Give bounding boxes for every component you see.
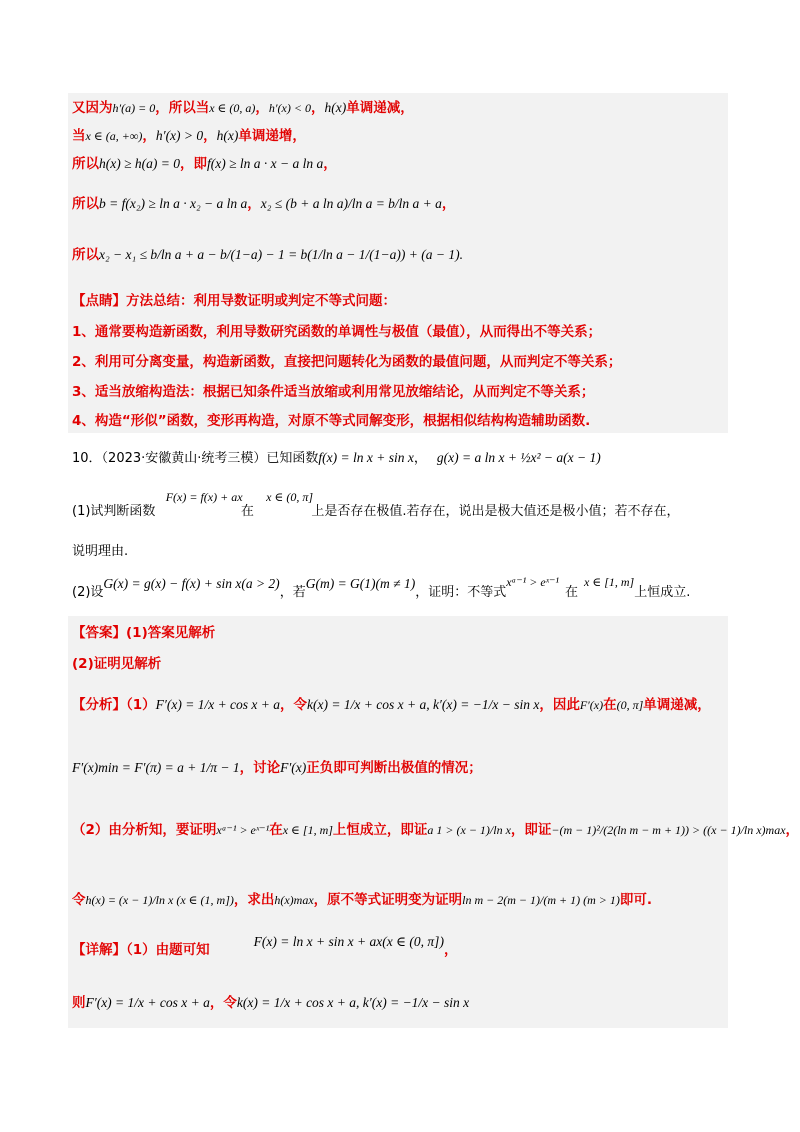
solution-line-2: 当x ∈ (a, +∞)，h′(x) > 0，h(x)单调递增， [72,128,306,144]
answer-line-2: (2)证明见解析 [72,656,162,672]
tip-item-3: 3、适当放缩构造法：根据已知条件适当放缩或利用常见放缩结论，从而判定不等关系； [72,384,595,400]
analysis-line-1: 【分析】（1）F′(x) = 1/x + cos x + a，令k(x) = 1/x + cos x + a, k′(x) = −1/x − sin x，因此F′(x)在(0, π]单调递减， [72,697,711,713]
solution-line-4: 所以b = f(x₂) ≥ ln a · x₂ − a ln a，x₂ ≤ (b + a ln a)/ln a = b/ln a + a， [72,196,456,212]
tip-title: 【点睛】方法总结：利用导数证明或判定不等式问题： [72,293,396,309]
question-part-1: (1)试判断函数 F(x) = f(x) + ax 在 x ∈ (0, π] 上是否存在极值.若存在，说出是极大值还是极小值；若不存在， [72,490,680,519]
detail-line-2: 则F′(x) = 1/x + cos x + a，令k(x) = 1/x + cos x + a, k′(x) = −1/x − sin x [72,995,470,1011]
analysis-line-3: （2）由分析知，要证明xᵃ⁻¹ > eˣ⁻¹在x ∈ [1, m]上恒成立，即证a 1 > (x − 1)/ln x，即证−(m − 1)²/(2(ln m − m + 1)) > ((x − 1)/ln x)max， [72,822,800,838]
tip-item-4: 4、构造“形似”函数，变形再构造，对原不等式同解变形，根据相似结构构造辅助函数. [72,413,591,429]
analysis-line-2: F′(x)min = F′(π) = a + 1/π − 1，讨论F′(x)正负即可判断出极值的情况； [72,760,482,776]
solution-line-3: 所以h(x) ≥ h(a) = 0，即f(x) ≥ ln a · x − a ln a， [72,156,337,172]
analysis-line-4: 令h(x) = (x − 1)/ln x (x ∈ (1, m])，求出h(x)max，原不等式证明变为证明ln m − 2(m − 1)/(m + 1) (m > 1)即可. [72,892,653,908]
question-part-1-cont: 说明理由. [72,544,129,559]
solution-line-1: 又因为h′(a) = 0，所以当x ∈ (0, a)，h′(x) < 0，h(x)单调递减， [72,100,414,116]
tip-item-2: 2、利用可分离变量，构造新函数，直接把问题转化为函数的最值问题，从而判定不等关系； [72,354,622,370]
tip-item-1: 1、通常要构造新函数，利用导数研究函数的单调性与极值（最值），从而得出不等关系； [72,324,602,340]
answer-line-1: 【答案】(1)答案见解析 [72,625,216,641]
question-header: 10．（2023·安徽黄山·统考三模）已知函数f(x) = ln x + sin x， g(x) = a ln x + ½x² − a(x − 1) [72,450,601,466]
detail-line-1: 【详解】（1）由题可知F(x) = ln x + sin x + ax(x ∈ (0, π])， [72,934,458,958]
solution-line-5: 所以x₂ − x₁ ≤ b/ln a + a − b/(1−a) − 1 = b(1/ln a − 1/(1−a)) + (a − 1). [72,247,463,263]
question-part-2: (2)设G(x) = g(x) − f(x) + sin x(a > 2)，若G(m) = G(1)(m ≠ 1)，证明：不等式xᵃ⁻¹ > eˣ⁻¹在x ∈ [1, m]上恒成立. [72,575,691,600]
